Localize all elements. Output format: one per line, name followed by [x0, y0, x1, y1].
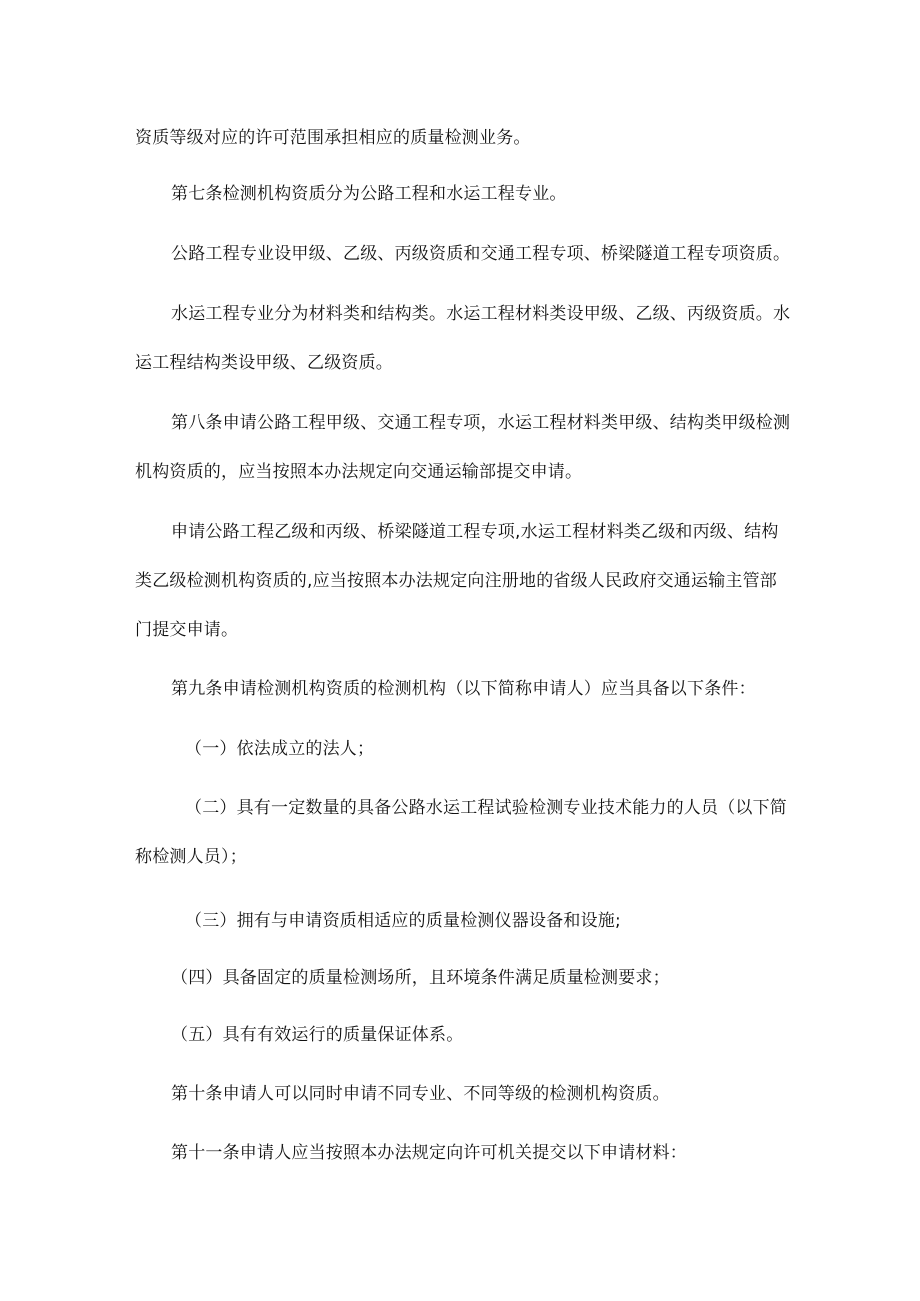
text-line: 第十一条申请人应当按照本办法规定向许可机关提交以下申请材料：: [171, 1143, 687, 1163]
text-line: 机构资质的，应当按照本办法规定向交通运输部提交申请。: [135, 462, 583, 482]
text-line: （一）依法成立的法人；: [185, 739, 375, 759]
text-line: （三）拥有与申请资质相适应的质量检测仪器设备和设施;: [185, 911, 621, 931]
text-line: 第九条申请检测机构资质的检测机构（以下简称申请人）应当具备以下条件：: [171, 679, 756, 699]
text-line: （五）具有有效运行的质量保证体系。: [171, 1025, 464, 1045]
text-line: 第八条申请公路工程甲级、交通工程专项，水运工程材料类甲级、结构类甲级检测: [171, 413, 791, 433]
text-line: 门提交申请。: [135, 620, 239, 640]
text-line: 类乙级检测机构资质的,应当按照本办法规定向注册地的省级人民政府交通运输主管部: [135, 571, 778, 591]
text-line: 称检测人员）；: [135, 847, 247, 867]
text-line: 第十条申请人可以同时申请不同专业、不同等级的检测机构资质。: [171, 1084, 670, 1104]
text-line: （二）具有一定数量的具备公路水运工程试验检测专业技术能力的人员（以下简: [185, 798, 787, 818]
text-line: 水运工程专业分为材料类和结构类。水运工程材料类设甲级、乙级、丙级资质。水: [171, 304, 791, 324]
text-line: 运工程结构类设甲级、乙级资质。: [135, 353, 393, 373]
text-line: 资质等级对应的许可范围承担相应的质量检测业务。: [135, 128, 531, 148]
text-line: 申请公路工程乙级和丙级、桥梁隧道工程专项,水运工程材料类乙级和丙级、结构: [171, 522, 779, 542]
text-line: 第七条检测机构资质分为公路工程和水运工程专业。: [171, 184, 567, 204]
text-line: 公路工程专业设甲级、乙级、丙级资质和交通工程专项、桥梁隧道工程专项资质。: [171, 244, 791, 264]
text-line: （四）具备固定的质量检测场所，且环境条件满足质量检测要求；: [171, 968, 670, 988]
